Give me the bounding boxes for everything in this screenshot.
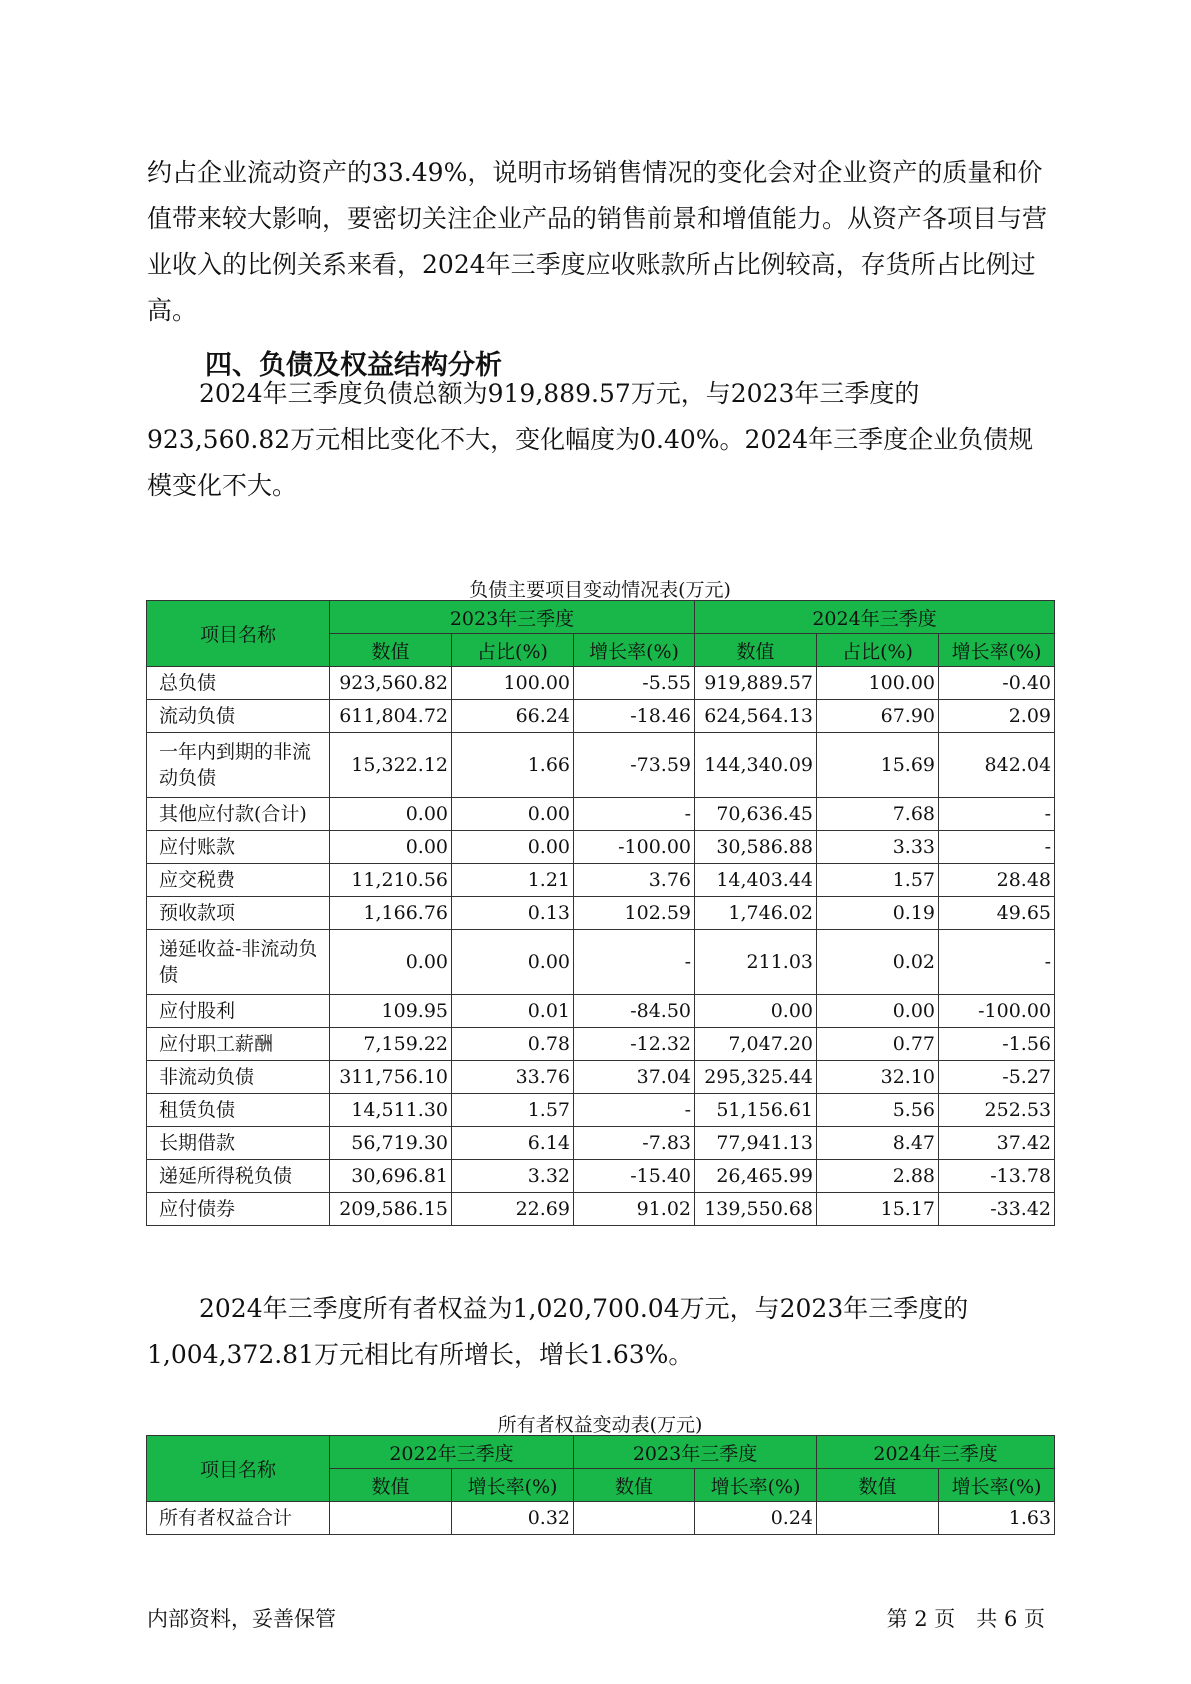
table-cell: 1.66 — [452, 733, 574, 798]
table-cell: 1.57 — [817, 864, 939, 897]
table-cell: 7,159.22 — [330, 1028, 452, 1061]
table-cell: -7.83 — [574, 1127, 695, 1160]
table-cell: 77,941.13 — [695, 1127, 817, 1160]
sub-header: 数值 — [817, 1469, 939, 1502]
table-cell: 7,047.20 — [695, 1028, 817, 1061]
table-cell: -0.40 — [939, 667, 1055, 700]
table-cell: 0.77 — [817, 1028, 939, 1061]
table-cell — [817, 1502, 939, 1535]
row-label: 所有者权益合计 — [147, 1502, 330, 1535]
table-cell: 109.95 — [330, 995, 452, 1028]
table-cell: 8.47 — [817, 1127, 939, 1160]
period-header-2023: 2023年三季度 — [574, 1436, 817, 1469]
row-label: 预收款项 — [147, 897, 330, 930]
table-cell: 37.42 — [939, 1127, 1055, 1160]
sub-header: 数值 — [330, 1469, 452, 1502]
table-cell: 209,586.15 — [330, 1193, 452, 1226]
table-cell: 252.53 — [939, 1094, 1055, 1127]
sub-header: 增长率(%) — [574, 634, 695, 667]
table-row — [147, 831, 1055, 864]
sub-header: 数值 — [330, 634, 452, 667]
table-row — [147, 1094, 1055, 1127]
table-row — [147, 1127, 1055, 1160]
row-label: 非流动负债 — [147, 1061, 330, 1094]
period-header-2023: 2023年三季度 — [330, 601, 695, 634]
table-cell: 0.00 — [330, 798, 452, 831]
table-cell — [574, 1502, 695, 1535]
table-cell: 100.00 — [817, 667, 939, 700]
table-cell: 0.00 — [695, 995, 817, 1028]
sub-header: 增长率(%) — [452, 1469, 574, 1502]
row-label: 应交税费 — [147, 864, 330, 897]
table-cell — [330, 1502, 452, 1535]
table-cell: 1,746.02 — [695, 897, 817, 930]
table-cell: 1.63 — [939, 1502, 1055, 1535]
table-cell: 211.03 — [695, 930, 817, 995]
liability-paragraph: 2024年三季度负债总额为919,889.57万元，与2023年三季度的923,560.82万元相比变化不大，变化幅度为0.40%。2024年三季度企业负债规模变化不大。 — [147, 379, 1034, 500]
row-label: 应付股利 — [147, 995, 330, 1028]
row-label: 其他应付款(合计) — [147, 798, 330, 831]
table-cell: - — [939, 831, 1055, 864]
table-cell: 0.00 — [452, 831, 574, 864]
table-cell: 624,564.13 — [695, 700, 817, 733]
table-cell: 37.04 — [574, 1061, 695, 1094]
table-cell: 139,550.68 — [695, 1193, 817, 1226]
sub-header: 占比(%) — [817, 634, 939, 667]
table-cell: 842.04 — [939, 733, 1055, 798]
table-cell: 100.00 — [452, 667, 574, 700]
table-cell: -84.50 — [574, 995, 695, 1028]
table-row — [147, 798, 1055, 831]
period-header-2022: 2022年三季度 — [330, 1436, 574, 1469]
table-cell: 0.00 — [452, 930, 574, 995]
table-cell: 14,403.44 — [695, 864, 817, 897]
row-label: 应付职工薪酬 — [147, 1028, 330, 1061]
table-cell: 0.13 — [452, 897, 574, 930]
table-row — [147, 1193, 1055, 1226]
period-header-2024: 2024年三季度 — [695, 601, 1055, 634]
table-row — [147, 1028, 1055, 1061]
table-cell: -5.55 — [574, 667, 695, 700]
liability-table-caption: 负债主要项目变动情况表(万元) — [469, 579, 731, 601]
table-cell: 33.76 — [452, 1061, 574, 1094]
row-label: 租赁负债 — [147, 1094, 330, 1127]
table-cell: -100.00 — [574, 831, 695, 864]
table-cell: 311,756.10 — [330, 1061, 452, 1094]
table-row — [147, 733, 1055, 798]
table-row — [147, 864, 1055, 897]
table-cell: 295,325.44 — [695, 1061, 817, 1094]
table-cell: -73.59 — [574, 733, 695, 798]
table-cell: 3.32 — [452, 1160, 574, 1193]
table-cell: 0.00 — [330, 831, 452, 864]
table-row — [147, 700, 1055, 733]
equity-paragraph: 2024年三季度所有者权益为1,020,700.04万元，与2023年三季度的1,004,372.81万元相比有所增长，增长1.63%。 — [147, 1294, 969, 1369]
table-cell: 1.57 — [452, 1094, 574, 1127]
table-cell: 0.00 — [330, 930, 452, 995]
period-header-2024: 2024年三季度 — [817, 1436, 1055, 1469]
sub-header: 数值 — [574, 1469, 695, 1502]
table-cell: 22.69 — [452, 1193, 574, 1226]
table-cell: 0.02 — [817, 930, 939, 995]
table-cell: 0.78 — [452, 1028, 574, 1061]
table-cell: 7.68 — [817, 798, 939, 831]
row-label: 递延所得税负债 — [147, 1160, 330, 1193]
table-cell: 14,511.30 — [330, 1094, 452, 1127]
table-row — [147, 1160, 1055, 1193]
table-row — [147, 1061, 1055, 1094]
table-cell: - — [574, 798, 695, 831]
table-row — [147, 667, 1055, 700]
table-cell: 15.69 — [817, 733, 939, 798]
table-cell: 611,804.72 — [330, 700, 452, 733]
table-cell: -12.32 — [574, 1028, 695, 1061]
item-name-header: 项目名称 — [147, 1436, 330, 1502]
table-cell: 3.33 — [817, 831, 939, 864]
equity-table-caption: 所有者权益变动表(万元) — [497, 1414, 703, 1436]
table-cell: 49.65 — [939, 897, 1055, 930]
sub-header: 增长率(%) — [695, 1469, 817, 1502]
sub-header: 增长率(%) — [939, 1469, 1055, 1502]
row-label: 递延收益-非流动负债 — [147, 930, 330, 995]
table-row — [147, 930, 1055, 995]
table-cell: -1.56 — [939, 1028, 1055, 1061]
table-cell: 6.14 — [452, 1127, 574, 1160]
table-cell: 5.56 — [817, 1094, 939, 1127]
footer-left: 内部资料，妥善保管 — [147, 1607, 336, 1631]
row-label: 应付债券 — [147, 1193, 330, 1226]
item-name-header: 项目名称 — [147, 601, 330, 667]
row-label: 长期借款 — [147, 1127, 330, 1160]
table-cell: - — [574, 1094, 695, 1127]
row-label: 一年内到期的非流动负债 — [147, 733, 330, 798]
table-cell: 919,889.57 — [695, 667, 817, 700]
sub-header: 数值 — [695, 634, 817, 667]
table-cell: 32.10 — [817, 1061, 939, 1094]
table-cell: 0.19 — [817, 897, 939, 930]
table-cell: 0.24 — [695, 1502, 817, 1535]
table-cell: 15.17 — [817, 1193, 939, 1226]
table-cell: 0.32 — [452, 1502, 574, 1535]
table-cell: 70,636.45 — [695, 798, 817, 831]
table-cell: 67.90 — [817, 700, 939, 733]
table-cell: 30,696.81 — [330, 1160, 452, 1193]
table-cell: 56,719.30 — [330, 1127, 452, 1160]
table-cell: 11,210.56 — [330, 864, 452, 897]
table-cell: 1.21 — [452, 864, 574, 897]
table-row — [147, 995, 1055, 1028]
table-cell: - — [939, 930, 1055, 995]
table-cell: -15.40 — [574, 1160, 695, 1193]
table-cell: - — [574, 930, 695, 995]
table-row — [147, 1502, 1055, 1535]
intro-paragraph: 约占企业流动资产的33.49%，说明市场销售情况的变化会对企业资产的质量和价值带来较大影响，要密切关注企业产品的销售前景和增值能力。从资产各项目与营业收入的比例关系来看，2024年三季度应收账款所占比例较高，存货所占比例过高。 — [147, 158, 1048, 325]
table-cell: -18.46 — [574, 700, 695, 733]
section-heading: 四、负债及权益结构分析 — [205, 350, 502, 381]
table-cell: 26,465.99 — [695, 1160, 817, 1193]
table-cell: 1,166.76 — [330, 897, 452, 930]
table-cell: 0.00 — [817, 995, 939, 1028]
sub-header: 增长率(%) — [939, 634, 1055, 667]
table-cell: 923,560.82 — [330, 667, 452, 700]
table-cell: 0.00 — [452, 798, 574, 831]
row-label: 应付账款 — [147, 831, 330, 864]
table-cell: - — [939, 798, 1055, 831]
table-cell: 91.02 — [574, 1193, 695, 1226]
equity-table — [146, 1435, 1055, 1535]
table-cell: 0.01 — [452, 995, 574, 1028]
table-cell: 28.48 — [939, 864, 1055, 897]
table-cell: 30,586.88 — [695, 831, 817, 864]
table-row — [147, 897, 1055, 930]
sub-header: 占比(%) — [452, 634, 574, 667]
liability-table — [146, 600, 1055, 1226]
table-cell: -33.42 — [939, 1193, 1055, 1226]
table-cell: 144,340.09 — [695, 733, 817, 798]
row-label: 流动负债 — [147, 700, 330, 733]
table-cell: -100.00 — [939, 995, 1055, 1028]
table-cell: 3.76 — [574, 864, 695, 897]
table-cell: 51,156.61 — [695, 1094, 817, 1127]
table-cell: -13.78 — [939, 1160, 1055, 1193]
table-cell: 15,322.12 — [330, 733, 452, 798]
table-cell: 66.24 — [452, 700, 574, 733]
table-cell: -5.27 — [939, 1061, 1055, 1094]
table-cell: 2.09 — [939, 700, 1055, 733]
row-label: 总负债 — [147, 667, 330, 700]
table-cell: 2.88 — [817, 1160, 939, 1193]
table-cell: 102.59 — [574, 897, 695, 930]
footer-page-number: 第 2 页 共 6 页 — [886, 1607, 1045, 1631]
